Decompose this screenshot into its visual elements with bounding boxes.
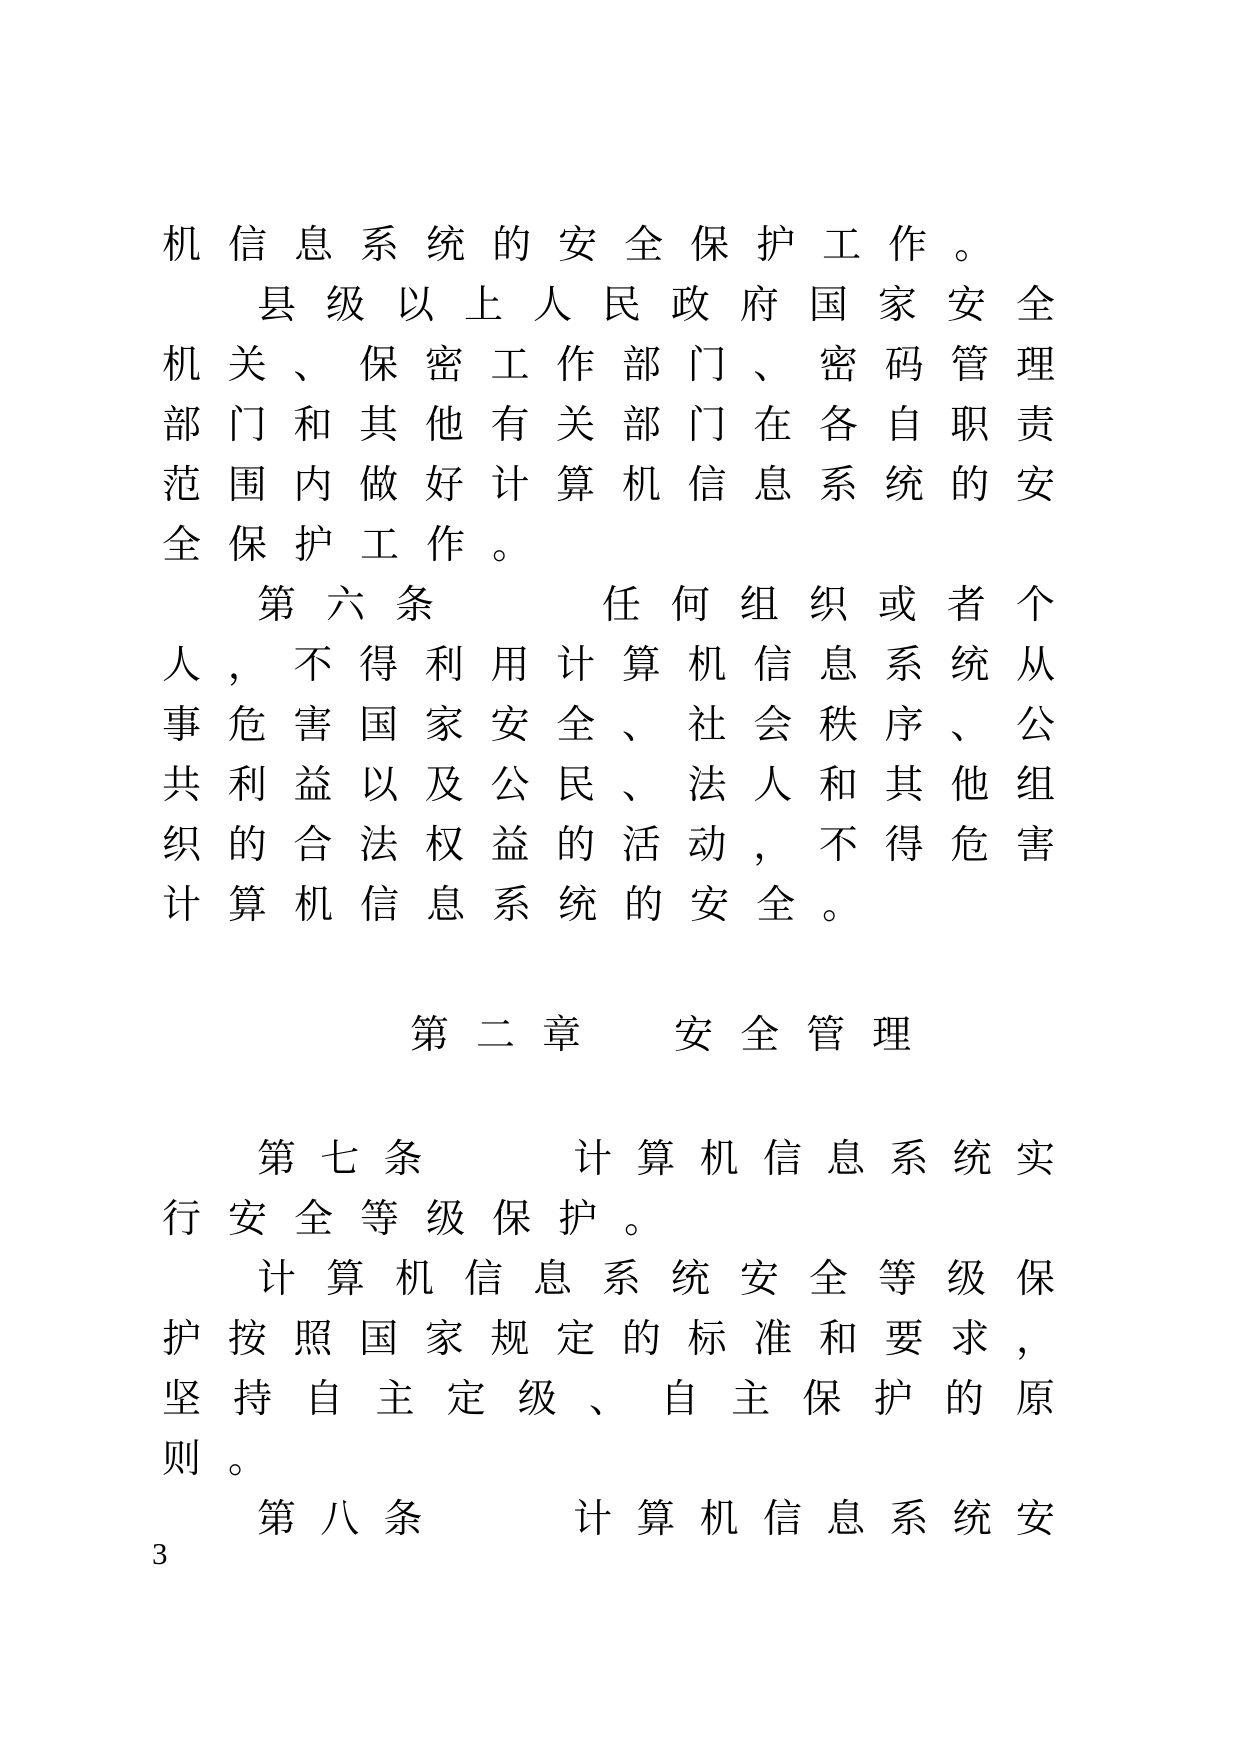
char: 等 bbox=[877, 1258, 917, 1301]
char: 计 bbox=[573, 1138, 613, 1181]
text-line bbox=[162, 876, 1055, 936]
char: 家 bbox=[424, 1318, 464, 1361]
char: 他 bbox=[950, 764, 990, 807]
char: 统 bbox=[952, 1138, 992, 1181]
char: 门 bbox=[687, 404, 727, 447]
char: 定 bbox=[556, 1318, 596, 1361]
char: 系 bbox=[360, 224, 400, 267]
char: 算 bbox=[636, 1498, 676, 1541]
char: 机 bbox=[699, 1498, 739, 1541]
char: 国 bbox=[808, 284, 848, 327]
char: 理 bbox=[872, 1014, 912, 1057]
char: 照 bbox=[293, 1318, 333, 1361]
char bbox=[464, 576, 503, 636]
char: 机 bbox=[394, 1258, 434, 1301]
char: 序 bbox=[884, 704, 924, 747]
char: 系 bbox=[818, 464, 858, 507]
char: 的 bbox=[227, 824, 267, 867]
char: 的 bbox=[950, 464, 990, 507]
char: 门 bbox=[687, 344, 727, 387]
text-line bbox=[162, 1190, 1055, 1250]
char: 全 bbox=[624, 224, 664, 267]
char: 管 bbox=[950, 344, 990, 387]
char: 要 bbox=[884, 1318, 924, 1361]
char: 自 bbox=[304, 1378, 344, 1421]
char: 信 bbox=[463, 1258, 503, 1301]
char: 机 bbox=[162, 344, 202, 387]
char: 机 bbox=[294, 884, 334, 927]
char: 坚 bbox=[162, 1378, 202, 1421]
char: 级 bbox=[517, 1378, 557, 1421]
char: 级 bbox=[426, 1198, 466, 1241]
char: 家 bbox=[877, 284, 917, 327]
char: 县 bbox=[257, 284, 297, 327]
char: 。 bbox=[954, 224, 994, 267]
char: 息 bbox=[818, 644, 858, 687]
char: 门 bbox=[227, 404, 267, 447]
char: 关 bbox=[556, 404, 596, 447]
char: 的 bbox=[944, 1378, 984, 1421]
char: 机 bbox=[699, 1138, 739, 1181]
char: 部 bbox=[162, 404, 202, 447]
char: 安 bbox=[674, 1014, 714, 1057]
char: 安 bbox=[228, 1198, 268, 1241]
char: 工 bbox=[822, 224, 862, 267]
char: 机 bbox=[687, 644, 727, 687]
char: 和 bbox=[293, 404, 333, 447]
char: 安 bbox=[490, 704, 530, 747]
char: 全 bbox=[1015, 284, 1055, 327]
char: 算 bbox=[325, 1258, 365, 1301]
char: 的 bbox=[624, 884, 664, 927]
char: 安 bbox=[558, 224, 598, 267]
text-line bbox=[162, 576, 1055, 636]
char: 等 bbox=[360, 1198, 400, 1241]
char bbox=[608, 1006, 647, 1066]
text-line bbox=[162, 276, 1055, 336]
char: 计 bbox=[257, 1258, 297, 1301]
char: ， bbox=[753, 824, 793, 867]
char: 得 bbox=[884, 824, 924, 867]
char: 信 bbox=[687, 464, 727, 507]
char: 、 bbox=[621, 764, 661, 807]
char: 自 bbox=[884, 404, 924, 447]
char: 信 bbox=[228, 224, 268, 267]
char: 工 bbox=[490, 344, 530, 387]
char: 理 bbox=[1015, 344, 1055, 387]
char: 定 bbox=[446, 1378, 486, 1421]
char: 安 bbox=[1015, 464, 1055, 507]
char: 条 bbox=[383, 1498, 423, 1541]
char: 以 bbox=[394, 284, 434, 327]
char: 内 bbox=[293, 464, 333, 507]
char: 息 bbox=[753, 464, 793, 507]
char: 做 bbox=[359, 464, 399, 507]
char: 法 bbox=[687, 764, 727, 807]
char: 工 bbox=[360, 524, 400, 567]
char: 机 bbox=[162, 224, 202, 267]
char: 章 bbox=[542, 1014, 582, 1057]
char: 、 bbox=[621, 704, 661, 747]
char: 、 bbox=[950, 704, 990, 747]
char: 保 bbox=[1015, 1258, 1055, 1301]
char: 的 bbox=[492, 224, 532, 267]
char: 计 bbox=[162, 884, 202, 927]
char: 害 bbox=[293, 704, 333, 747]
text-line bbox=[162, 636, 1055, 696]
text-line bbox=[162, 336, 1055, 396]
char: 算 bbox=[621, 644, 661, 687]
char: 范 bbox=[162, 464, 202, 507]
char: 害 bbox=[1015, 824, 1055, 867]
text-line bbox=[162, 1490, 1055, 1550]
char bbox=[447, 1490, 486, 1550]
char: 其 bbox=[884, 764, 924, 807]
char: 危 bbox=[950, 824, 990, 867]
char: 全 bbox=[756, 884, 796, 927]
char: 国 bbox=[359, 704, 399, 747]
char: 法 bbox=[359, 824, 399, 867]
char: 、 bbox=[588, 1378, 628, 1421]
char: 密 bbox=[424, 344, 464, 387]
char bbox=[533, 576, 572, 636]
char: 作 bbox=[556, 344, 596, 387]
char: 密 bbox=[818, 344, 858, 387]
char: 信 bbox=[762, 1138, 802, 1181]
char: 统 bbox=[426, 224, 466, 267]
char: 算 bbox=[636, 1138, 676, 1181]
char: 责 bbox=[1015, 404, 1055, 447]
char: 国 bbox=[359, 1318, 399, 1361]
char: 的 bbox=[621, 1318, 661, 1361]
char: 持 bbox=[233, 1378, 273, 1421]
text-line bbox=[162, 1310, 1055, 1370]
char: 管 bbox=[806, 1014, 846, 1057]
char: 危 bbox=[227, 704, 267, 747]
text-line bbox=[162, 396, 1055, 456]
char: 何 bbox=[670, 584, 710, 627]
char: 民 bbox=[556, 764, 596, 807]
char: 条 bbox=[394, 584, 434, 627]
char: 不 bbox=[818, 824, 858, 867]
char: 实 bbox=[1015, 1138, 1055, 1181]
text-line bbox=[162, 216, 1055, 276]
char: 不 bbox=[293, 644, 333, 687]
text-line bbox=[162, 1370, 1055, 1430]
char: 统 bbox=[558, 884, 598, 927]
char: 人 bbox=[753, 764, 793, 807]
char: 。 bbox=[822, 884, 862, 927]
char: 自 bbox=[660, 1378, 700, 1421]
char: 系 bbox=[492, 884, 532, 927]
char: 主 bbox=[731, 1378, 771, 1421]
char: 安 bbox=[690, 884, 730, 927]
char: 条 bbox=[383, 1138, 423, 1181]
char: 及 bbox=[424, 764, 464, 807]
char: 保 bbox=[690, 224, 730, 267]
char: 息 bbox=[532, 1258, 572, 1301]
char: ， bbox=[227, 644, 267, 687]
char: 会 bbox=[753, 704, 793, 747]
char: 关 bbox=[227, 344, 267, 387]
char: 护 bbox=[873, 1378, 913, 1421]
text-line bbox=[162, 456, 1055, 516]
char: 安 bbox=[1015, 1498, 1055, 1541]
char: 全 bbox=[808, 1258, 848, 1301]
char: 安 bbox=[946, 284, 986, 327]
char: 保 bbox=[492, 1198, 532, 1241]
char: ， bbox=[1015, 1318, 1055, 1361]
char: 六 bbox=[325, 584, 365, 627]
char: 人 bbox=[162, 644, 202, 687]
char: 任 bbox=[601, 584, 641, 627]
char: 护 bbox=[558, 1198, 598, 1241]
char: 标 bbox=[687, 1318, 727, 1361]
char: 护 bbox=[294, 524, 334, 567]
char: 信 bbox=[753, 644, 793, 687]
char: 部 bbox=[621, 404, 661, 447]
char: 围 bbox=[227, 464, 267, 507]
char: 保 bbox=[359, 344, 399, 387]
char: 系 bbox=[601, 1258, 641, 1301]
char: 、 bbox=[293, 344, 333, 387]
text-line bbox=[162, 756, 1055, 816]
char: 息 bbox=[426, 884, 466, 927]
char: 统 bbox=[670, 1258, 710, 1301]
char: 府 bbox=[739, 284, 779, 327]
char: 合 bbox=[293, 824, 333, 867]
char: 以 bbox=[359, 764, 399, 807]
char: 码 bbox=[884, 344, 924, 387]
char: 第 bbox=[257, 1498, 297, 1541]
char: 原 bbox=[1015, 1378, 1055, 1421]
char: 有 bbox=[490, 404, 530, 447]
char: 其 bbox=[359, 404, 399, 447]
char: 社 bbox=[687, 704, 727, 747]
char: 系 bbox=[889, 1138, 929, 1181]
char: 部 bbox=[621, 344, 661, 387]
char: 得 bbox=[359, 644, 399, 687]
char: 二 bbox=[476, 1014, 516, 1057]
page-number: 3 bbox=[152, 1536, 168, 1571]
char: 级 bbox=[325, 284, 365, 327]
char: 保 bbox=[228, 524, 268, 567]
char: 织 bbox=[808, 584, 848, 627]
char: 统 bbox=[952, 1498, 992, 1541]
char: 计 bbox=[573, 1498, 613, 1541]
char: 全 bbox=[556, 704, 596, 747]
char: 息 bbox=[826, 1138, 866, 1181]
char: 公 bbox=[490, 764, 530, 807]
char: 计 bbox=[490, 464, 530, 507]
chapter-heading bbox=[162, 1006, 1055, 1066]
char: 。 bbox=[624, 1198, 664, 1241]
char: 系 bbox=[889, 1498, 929, 1541]
char: 第 bbox=[257, 1138, 297, 1181]
char: 民 bbox=[601, 284, 641, 327]
char: 益 bbox=[293, 764, 333, 807]
char: 、 bbox=[753, 344, 793, 387]
char bbox=[447, 1130, 486, 1190]
char: 准 bbox=[753, 1318, 793, 1361]
char: 保 bbox=[802, 1378, 842, 1421]
text-line bbox=[162, 816, 1055, 876]
char: 八 bbox=[320, 1498, 360, 1541]
char: 利 bbox=[424, 644, 464, 687]
char: 个 bbox=[1015, 584, 1055, 627]
char: 按 bbox=[227, 1318, 267, 1361]
char: 织 bbox=[162, 824, 202, 867]
char: 者 bbox=[946, 584, 986, 627]
text-body bbox=[162, 216, 1055, 1550]
char: 主 bbox=[375, 1378, 415, 1421]
char: 则 bbox=[162, 1438, 202, 1481]
char: 计 bbox=[556, 644, 596, 687]
char: 组 bbox=[739, 584, 779, 627]
char: 在 bbox=[753, 404, 793, 447]
char: 共 bbox=[162, 764, 202, 807]
char: 安 bbox=[739, 1258, 779, 1301]
char: 。 bbox=[228, 1438, 268, 1481]
char: 上 bbox=[463, 284, 503, 327]
char: 用 bbox=[490, 644, 530, 687]
char bbox=[510, 1130, 549, 1190]
char: 全 bbox=[294, 1198, 334, 1241]
char: 信 bbox=[762, 1498, 802, 1541]
char: 他 bbox=[424, 404, 464, 447]
char: 从 bbox=[1015, 644, 1055, 687]
char: 护 bbox=[756, 224, 796, 267]
char: 息 bbox=[826, 1498, 866, 1541]
char bbox=[510, 1490, 549, 1550]
char: 秩 bbox=[818, 704, 858, 747]
char: 的 bbox=[556, 824, 596, 867]
char: 机 bbox=[621, 464, 661, 507]
char: 职 bbox=[950, 404, 990, 447]
char: 益 bbox=[490, 824, 530, 867]
char: 人 bbox=[532, 284, 572, 327]
char: 信 bbox=[360, 884, 400, 927]
char: 统 bbox=[950, 644, 990, 687]
char: 利 bbox=[227, 764, 267, 807]
char: 各 bbox=[818, 404, 858, 447]
char: 活 bbox=[621, 824, 661, 867]
char: 规 bbox=[490, 1318, 530, 1361]
char: 全 bbox=[162, 524, 202, 567]
char: 政 bbox=[670, 284, 710, 327]
char: 家 bbox=[424, 704, 464, 747]
char: 算 bbox=[228, 884, 268, 927]
char: 七 bbox=[320, 1138, 360, 1181]
char: 护 bbox=[162, 1318, 202, 1361]
char: 全 bbox=[740, 1014, 780, 1057]
char: 和 bbox=[818, 764, 858, 807]
char: 事 bbox=[162, 704, 202, 747]
char: 系 bbox=[884, 644, 924, 687]
char: 动 bbox=[687, 824, 727, 867]
text-line bbox=[162, 696, 1055, 756]
char: 或 bbox=[877, 584, 917, 627]
char: 息 bbox=[294, 224, 334, 267]
char: 求 bbox=[950, 1318, 990, 1361]
char: 作 bbox=[426, 524, 466, 567]
char: 和 bbox=[818, 1318, 858, 1361]
char: 。 bbox=[492, 524, 532, 567]
char: 级 bbox=[946, 1258, 986, 1301]
text-line bbox=[162, 1250, 1055, 1310]
text-line bbox=[162, 516, 1055, 576]
char: 第 bbox=[410, 1014, 450, 1057]
char: 公 bbox=[1015, 704, 1055, 747]
char: 组 bbox=[1015, 764, 1055, 807]
char: 第 bbox=[257, 584, 297, 627]
text-line bbox=[162, 1130, 1055, 1190]
char: 算 bbox=[556, 464, 596, 507]
char: 行 bbox=[162, 1198, 202, 1241]
char: 权 bbox=[424, 824, 464, 867]
char: 作 bbox=[888, 224, 928, 267]
char: 好 bbox=[424, 464, 464, 507]
char: 统 bbox=[884, 464, 924, 507]
text-line bbox=[162, 1430, 1055, 1490]
